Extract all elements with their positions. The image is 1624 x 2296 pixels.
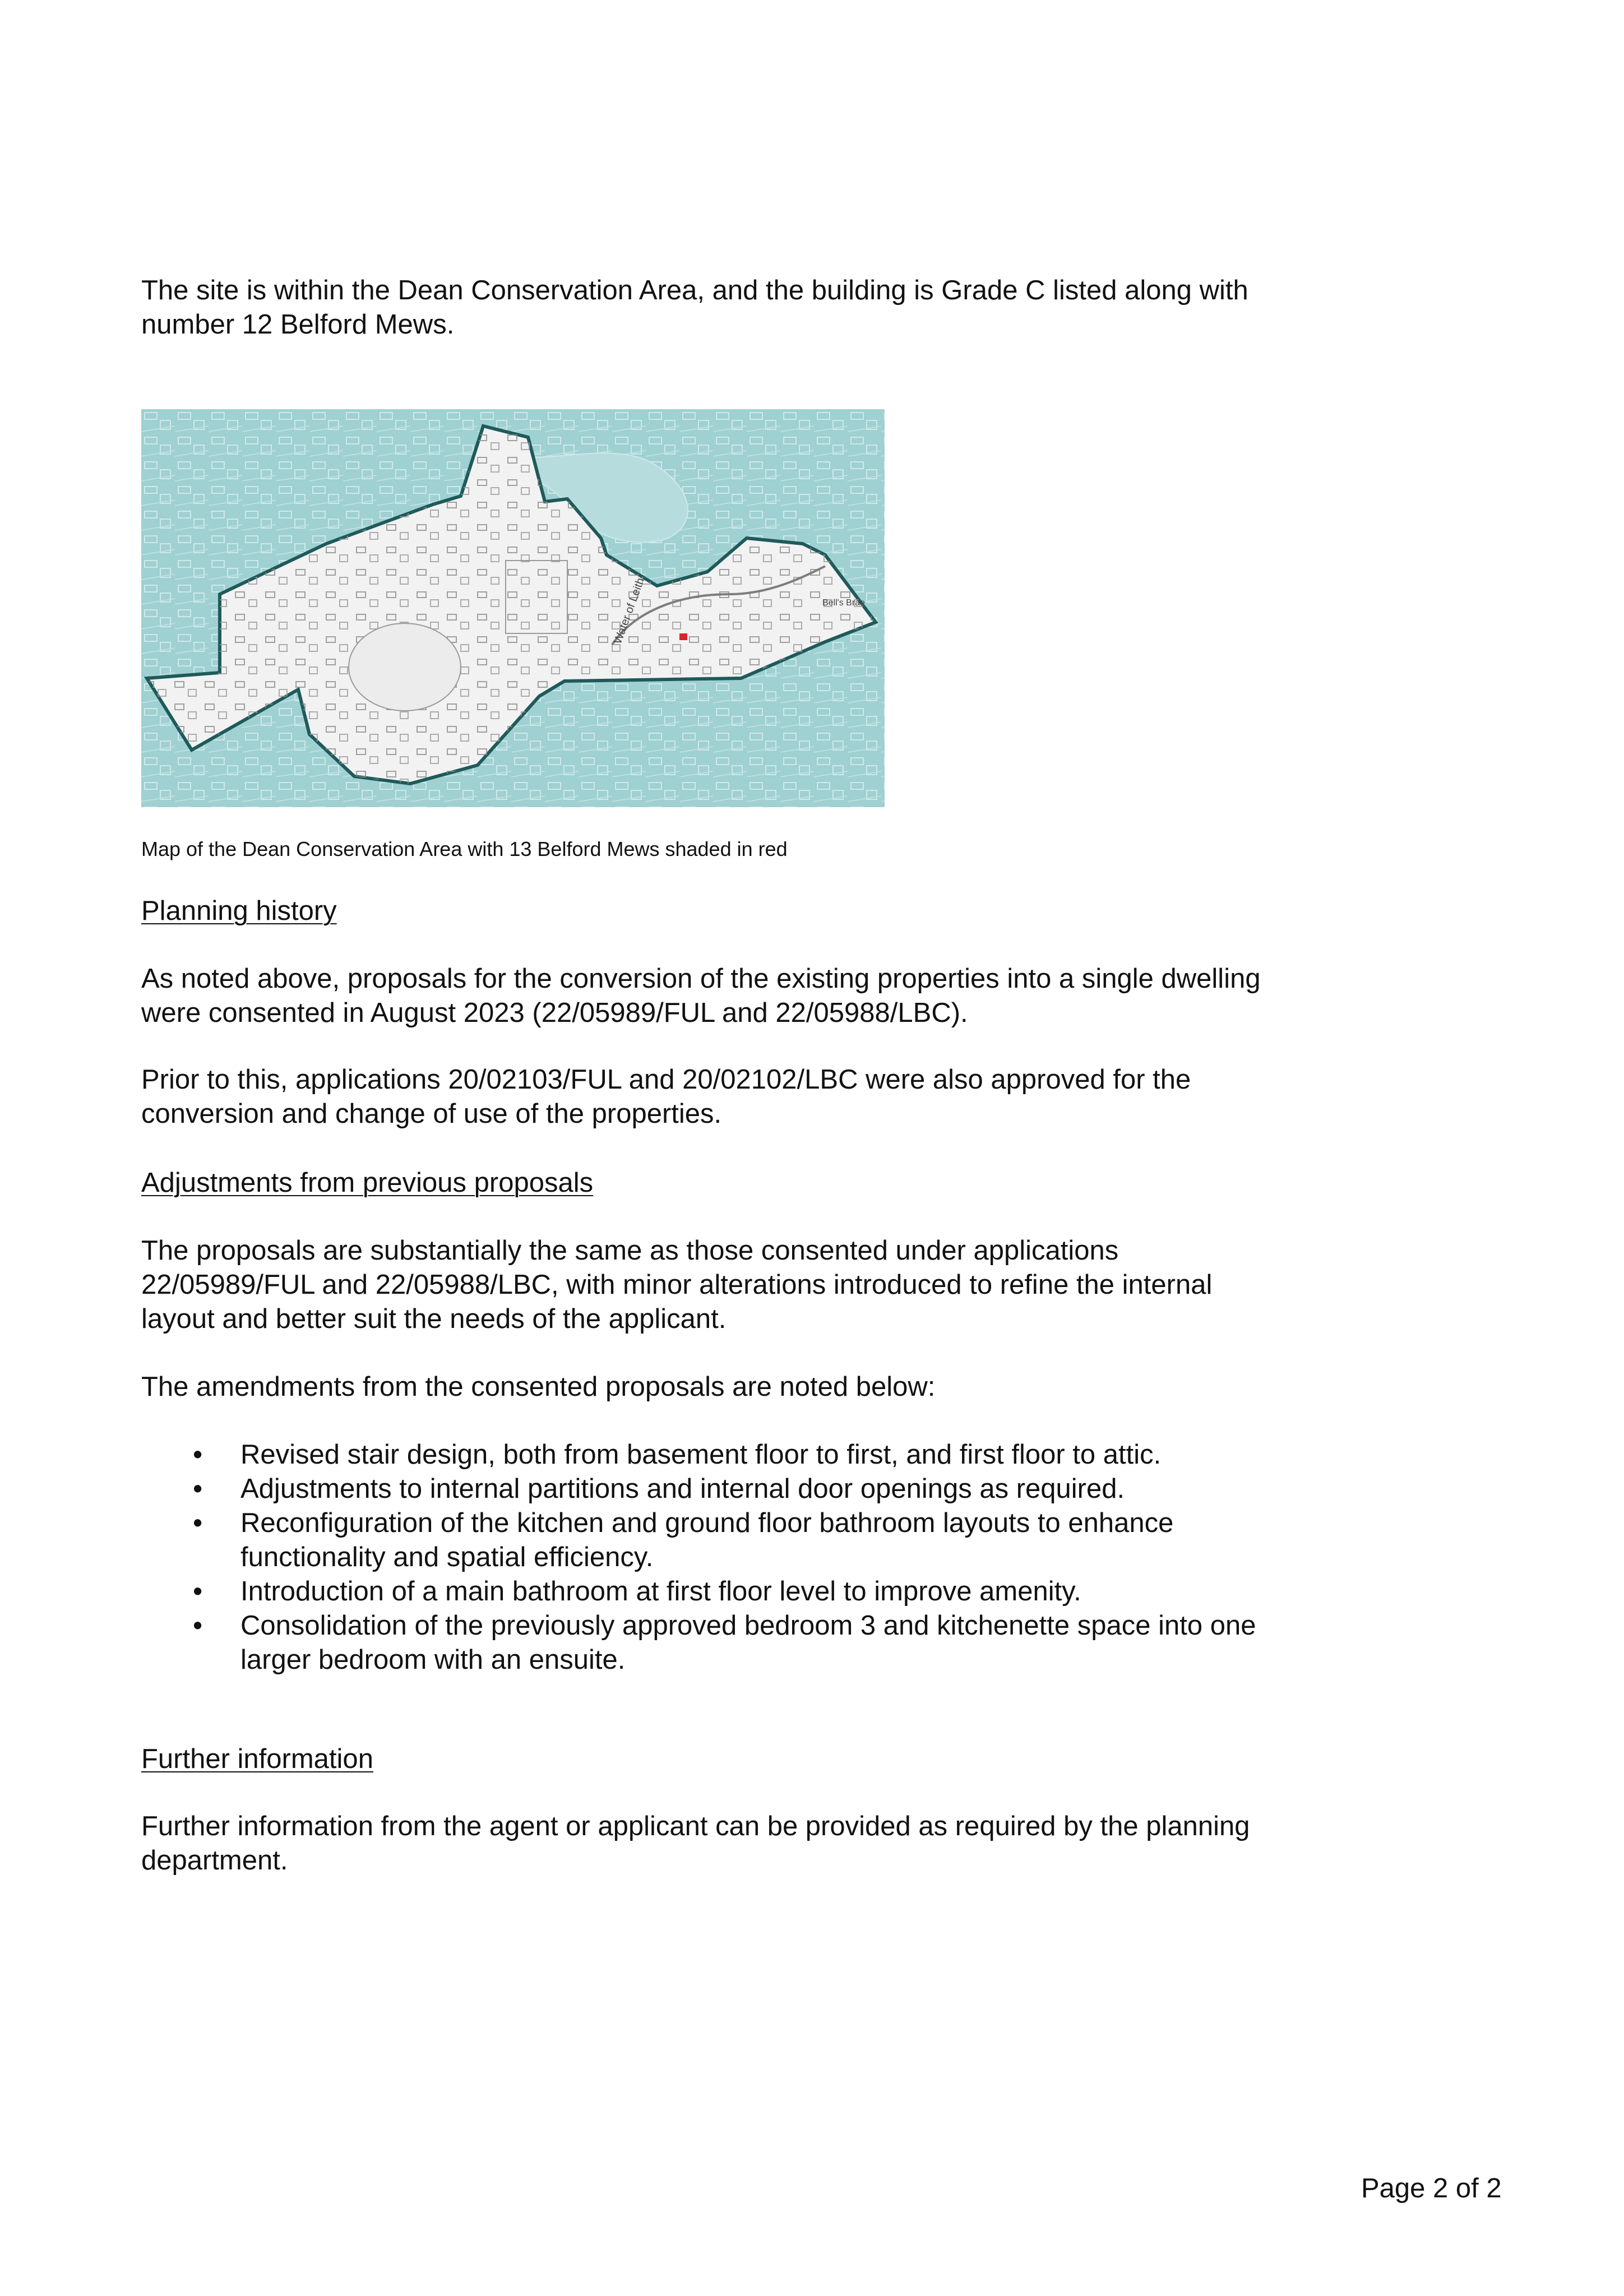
map-caption: Map of the Dean Conservation Area with 13 Belford Mews shaded in red — [141, 837, 788, 860]
planning-history-heading: Planning history — [141, 896, 337, 926]
list-item-text: Consolidation of the previously approved bedroom 3 and kitchenette space into one larger bedroom with an ensuite. — [240, 1610, 1256, 1675]
list-item — [141, 1609, 1318, 1677]
list-item — [141, 1472, 1318, 1506]
bullet-icon: • — [193, 1439, 203, 1470]
further-information-heading: Further information — [141, 1744, 373, 1774]
adjustments-paragraph-1: The proposals are substantially the same as those consented under applications 22/05989/FUL and 22/05988/LBC, with minor alterations introduced to refine the internal layout and better suit the needs of the applicant. — [141, 1235, 1213, 1334]
page-number: Page 2 of 2 — [1361, 2173, 1502, 2204]
adjustments-heading: Adjustments from previous proposals — [141, 1168, 594, 1198]
list-item — [141, 1506, 1318, 1575]
bullet-icon: • — [193, 1508, 203, 1538]
bullet-icon: • — [193, 1610, 203, 1641]
further-information-paragraph: Further information from the agent or applicant can be provided as required by the planning department. — [141, 1811, 1250, 1876]
list-item-text: Revised stair design, both from basement floor to first, and first floor to attic. — [240, 1439, 1162, 1470]
map-road-label: Water of Leith — [612, 576, 647, 646]
amendments-list — [141, 1438, 1318, 1677]
bullet-icon: • — [193, 1474, 203, 1504]
adjustments-paragraph-2: The amendments from the consented proposals are noted below: — [141, 1372, 936, 1402]
map-road-label-2: Bell's Brae — [822, 598, 865, 608]
list-item — [141, 1575, 1318, 1609]
planning-history-paragraph-2: Prior to this, applications 20/02103/FUL and 20/02102/LBC were also approved for the conversion and change of use of the properties. — [141, 1064, 1191, 1129]
list-item-text: Reconfiguration of the kitchen and ground floor bathroom layouts to enhance functionality and spatial efficiency. — [240, 1508, 1174, 1572]
site-marker — [679, 633, 687, 640]
bullet-icon: • — [193, 1576, 203, 1607]
intro-paragraph: The site is within the Dean Conservation Area, and the building is Grade C listed along with number 12 Belford Mews. — [141, 275, 1248, 340]
list-item-text: Introduction of a main bathroom at first floor level to improve amenity. — [240, 1576, 1081, 1607]
list-item-text: Adjustments to internal partitions and internal door openings as required. — [240, 1474, 1125, 1504]
planning-history-paragraph-1: As noted above, proposals for the conversion of the existing properties into a single dwelling were consented in August 2023 (22/05989/FUL and 22/05988/LBC). — [141, 964, 1261, 1028]
list-item — [141, 1438, 1318, 1472]
conservation-area-map — [141, 409, 885, 807]
